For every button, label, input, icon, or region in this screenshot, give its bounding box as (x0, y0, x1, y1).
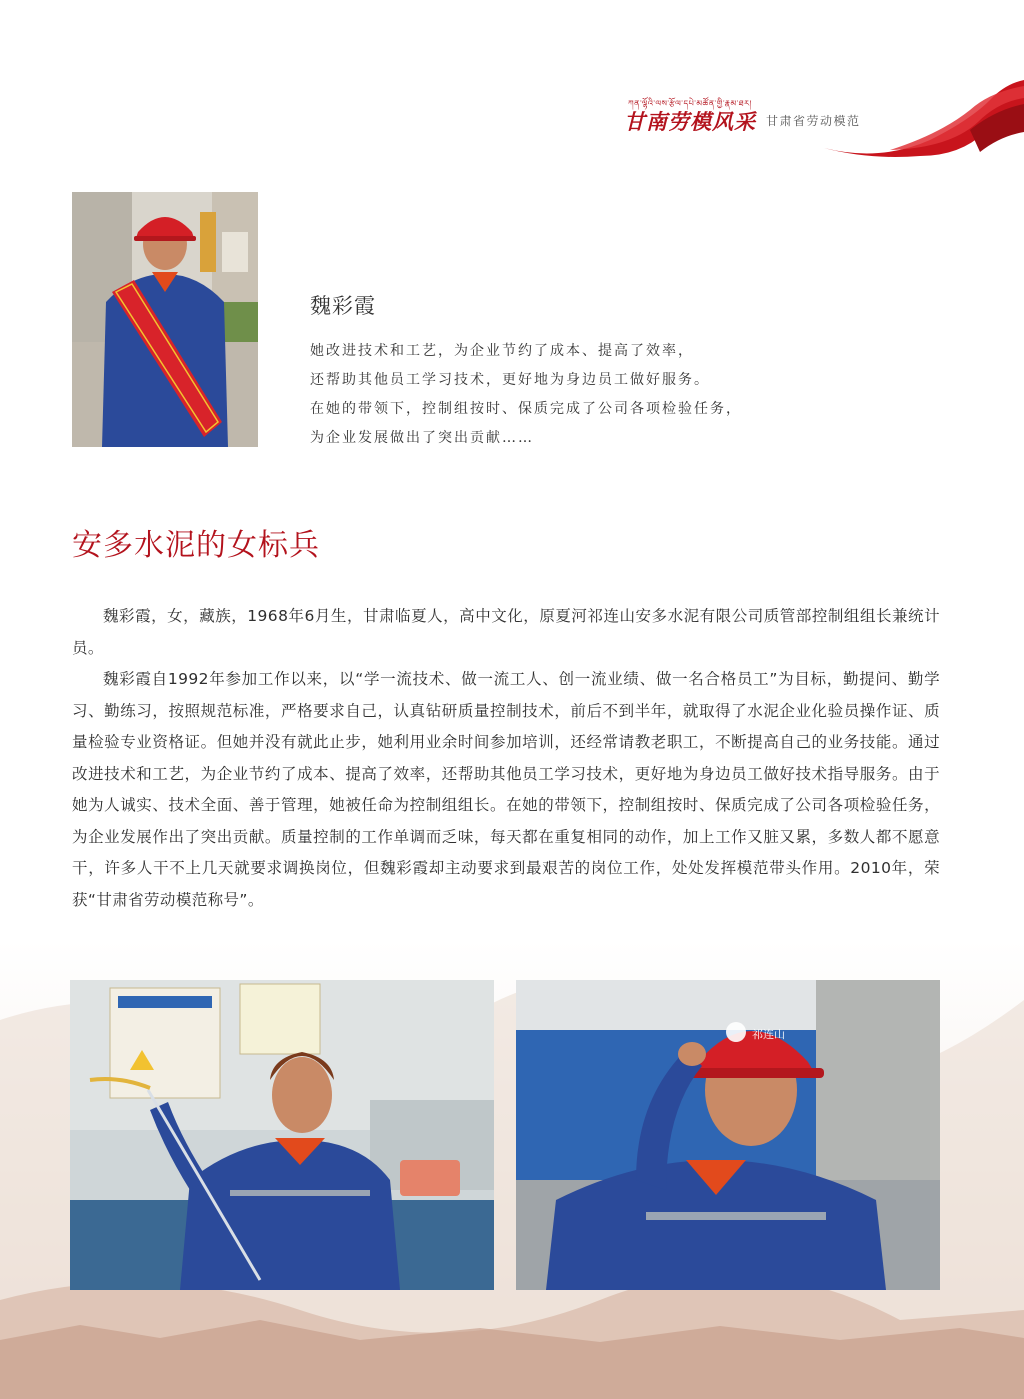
intro-block (310, 337, 870, 453)
brand-title: 甘南劳模风采 (624, 109, 756, 134)
lab-photo (70, 980, 494, 1290)
article-paragraph: 魏彩霞，女，藏族，1968年6月生，甘肃临夏人，高中文化，原夏河祁连山安多水泥有限公司质管部控制组组长兼统计员。 (72, 607, 940, 657)
intro-line: 为企业发展做出了突出贡献…… (310, 430, 534, 446)
helmet-logo-text: 祁连山 (752, 1028, 785, 1041)
portrait-photo (72, 192, 258, 447)
brand-subtitle: 甘肃省劳动模范 (766, 114, 861, 128)
intro-line: 在她的带领下，控制组按时、保质完成了公司各项检验任务， (310, 401, 742, 417)
intro-line: 她改进技术和工艺，为企业节约了成本、提高了效率， (310, 343, 694, 359)
article-paragraph: 魏彩霞自1992年参加工作以来，以“学一流技术、做一流工人、创一流业绩、做一名合格员工”为目标，勤提问、勤学习、勤练习，按照规范标准，严格要求自己，认真钻研质量控制技术，前后不到半年，就取得了水泥企业化验员操作证、质量检验专业资格证。但她并没有就此止步，她利用业余时间参加培训，还经常请教老职工，不断提高自己的业务技能。通过改进技术和工艺，为企业节约了成本、提高了效率，还帮助其他员工学习技术，更好地为身边员工做好技术指导服务。由于她为人诚实、技术全面、善于管理，她被任命为控制组组长。在她的带领下，控制组按时、保质完成了公司各项检验任务，为企业发展作出了突出贡献。质量控制的工作单调而乏味，每天都在重复相同的动作，加上工作又脏又累，多数人都不愿意干，许多人干不上几天就要求调换岗位，但魏彩霞却主动要求到最艰苦的岗位工作，处处发挥模范带头作用。2010年，荣获“甘肃省劳动模范称号”。 (72, 670, 940, 909)
person-name: 魏彩霞 (310, 294, 376, 318)
helmet-photo (516, 980, 940, 1290)
tibetan-title: ཀན་ལྷོའི་ལས་རྩོལ་དཔེ་མཚོན་གྱི་རྣམ་ཐར། (628, 99, 752, 108)
article-body (72, 601, 940, 916)
intro-line: 还帮助其他员工学习技术，更好地为身边员工做好服务。 (310, 372, 710, 388)
article-headline: 安多水泥的女标兵 (72, 528, 320, 563)
red-ribbon-decoration (820, 70, 1024, 166)
